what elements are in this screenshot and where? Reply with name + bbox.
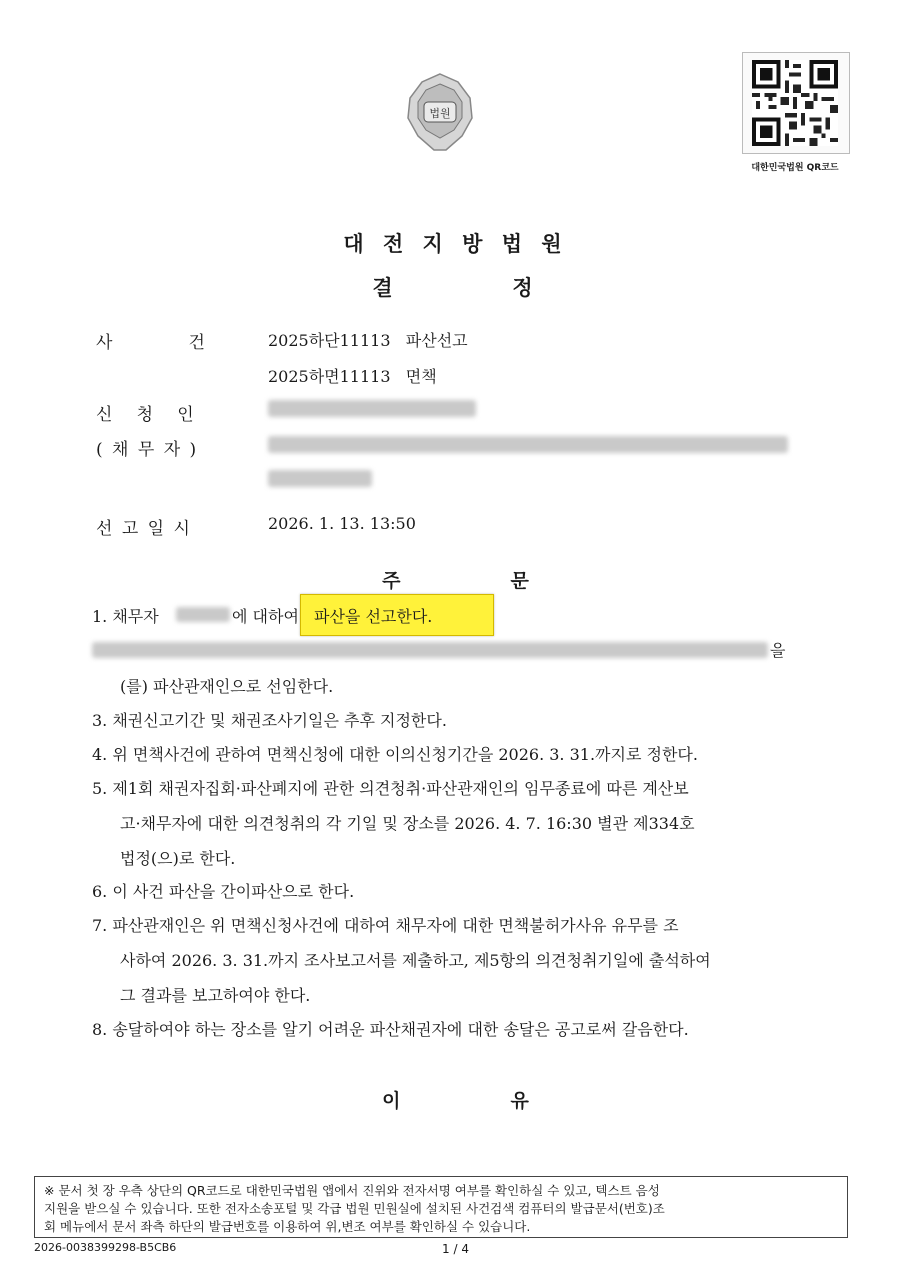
doc-type-right: 정 [512, 275, 539, 300]
order-item-2-tail: 을 [770, 641, 786, 660]
order-heading-right: 문 [510, 570, 529, 592]
seal-text: 법원 [429, 107, 451, 120]
order-item-2-line-2: (를) 파산관재인으로 선임한다. [120, 677, 334, 696]
declaration-datetime: 2026. 1. 13. 13:50 [268, 514, 416, 533]
order-heading [0, 566, 911, 593]
reason-heading-left: 이 [382, 1090, 401, 1112]
redacted-address-line-2 [268, 470, 372, 487]
verification-notice [44, 1182, 838, 1236]
applicant-label: 신 청 인 [96, 405, 196, 425]
order-item-1-mid: 에 대하여 [232, 607, 299, 626]
qr-label: 대한민국법원 QR코드 [751, 163, 839, 173]
doc-type-left: 결 [372, 275, 399, 300]
notice-line-3: 회 메뉴에서 문서 좌측 하단의 발급번호를 이용하여 위,변조 여부를 확인하실 수 있습니다. [44, 1219, 531, 1234]
redacted-debtor-name [176, 607, 230, 622]
order-item-7-line-3: 그 결과를 보고하여야 한다. [120, 986, 311, 1005]
order-item-5-line-3: 법정(으)로 한다. [120, 849, 236, 868]
order-item-7-line-2: 사하여 2026. 3. 31.까지 조사보고서를 제출하고, 제5항의 의견청취기일에 출석하여 [120, 951, 711, 970]
reason-heading-right: 유 [510, 1090, 529, 1112]
reason-heading [0, 1086, 911, 1113]
order-item-4: 4. 위 면책사건에 관하여 면책신청에 대한 이의신청기간을 2026. 3. 31.까지로 정한다. [92, 745, 698, 764]
order-item-8: 8. 송달하여야 하는 장소를 알기 어려운 파산채권자에 대한 송달은 공고로써 갈음한다. [92, 1020, 689, 1039]
document-type [0, 272, 911, 302]
redacted-trustee-line [92, 642, 768, 658]
court-name: 대 전 지 방 법 원 [343, 231, 568, 256]
declaration-label: 선 고 일 시 [96, 519, 192, 539]
order-item-7-line-1: 7. 파산관재인은 위 면책신청사건에 대하여 채무자에 대한 면책불허가사유 유무를 조 [92, 916, 679, 935]
court-seal-icon [402, 72, 478, 156]
order-item-5-line-2: 고·채무자에 대한 의견청취의 각 기일 및 장소를 2026. 4. 7. 16:30 별관 제334호 [120, 814, 695, 833]
order-item-6: 6. 이 사건 파산을 간이파산으로 한다. [92, 882, 355, 901]
redacted-applicant-name [268, 400, 476, 417]
qr-code-icon[interactable] [752, 60, 838, 146]
case-label: 사 건 [96, 333, 207, 353]
order-heading-left: 주 [382, 570, 401, 592]
page-number: 1 / 4 [442, 1242, 469, 1256]
order-item-1-prefix: 1. 채무자 [92, 607, 159, 626]
case-line-2: 2025하면11113 면책 [268, 367, 437, 386]
order-item-3: 3. 채권신고기간 및 채권조사기일은 추후 지정한다. [92, 711, 447, 730]
order-item-5-line-1: 5. 제1회 채권자집회·파산폐지에 관한 의견청취·파산관재인의 임무종료에 따른 계산보 [92, 779, 689, 798]
order-item-1-highlight: 파산을 선고한다. [314, 607, 433, 626]
debtor-label: ( 채 무 자 ) [96, 440, 199, 460]
redacted-address-line-1 [268, 436, 788, 453]
issue-number: 2026-0038399298-B5CB6 [34, 1241, 177, 1254]
case-line-1: 2025하단11113 파산선고 [268, 331, 468, 350]
notice-line-1: ※ 문서 첫 장 우측 상단의 QR코드로 대한민국법원 앱에서 진위와 전자서명 여부를 확인하실 수 있고, 텍스트 음성 [44, 1183, 660, 1198]
notice-line-2: 지원을 받으실 수 있습니다. 또한 전자소송포털 및 각급 법원 민원실에 설치된 사건검색 컴퓨터의 발급문서(번호)조 [44, 1201, 665, 1216]
